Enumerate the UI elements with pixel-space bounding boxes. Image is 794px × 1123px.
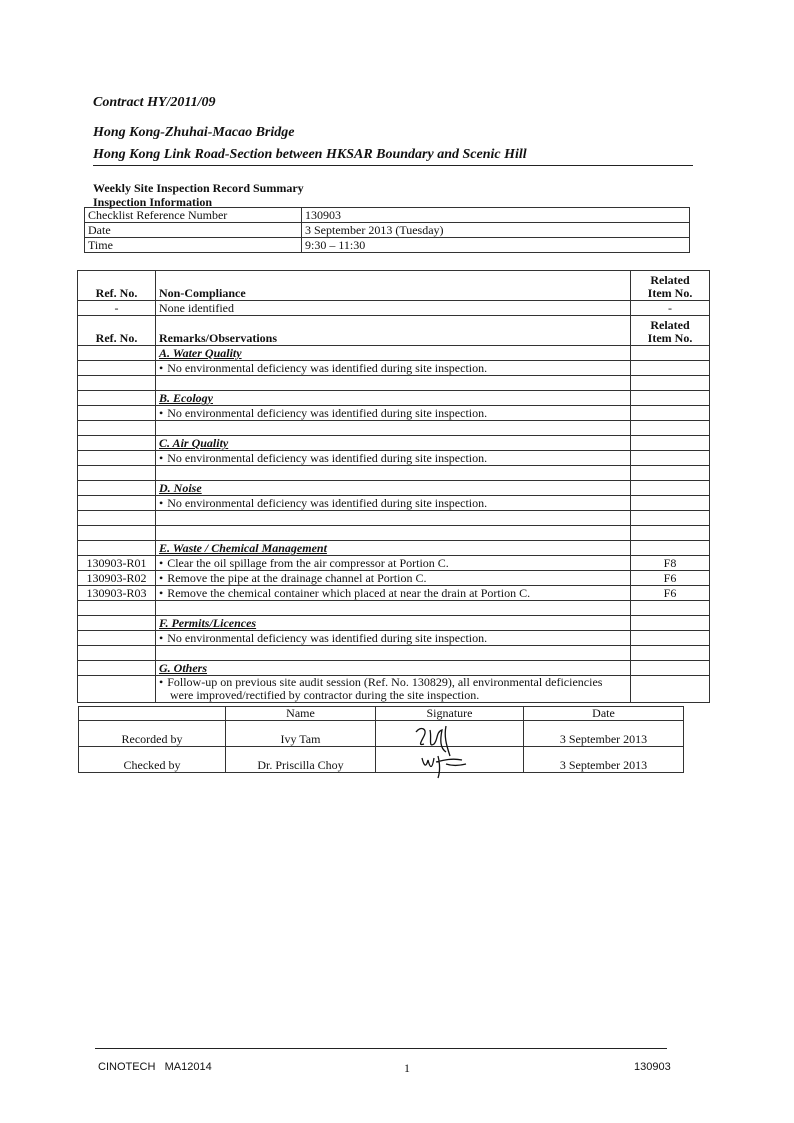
related-header-line2: Item No. <box>647 286 693 300</box>
signoff-date: 3 September 2013 <box>524 721 684 747</box>
remark-row <box>78 361 710 376</box>
related-header-line2: Item No. <box>647 331 693 345</box>
remarks-header-row <box>78 316 710 346</box>
related-header <box>631 271 710 301</box>
remark-text: • Clear the oil spillage from the air compressor at Portion C. <box>156 556 631 571</box>
info-row <box>85 238 690 253</box>
blank-row <box>78 376 710 391</box>
signoff-row <box>79 747 684 773</box>
summary-title: Weekly Site Inspection Record Summary <box>93 181 304 195</box>
remark-text: • Remove the chemical container which placed at near the drain at Portion C. <box>156 586 631 601</box>
remark-text: • No environmental deficiency was identified during site inspection. <box>156 451 631 466</box>
related-header-line1: Related <box>650 273 690 287</box>
category-row <box>78 346 710 361</box>
info-label: Time <box>85 238 302 253</box>
blank-row <box>78 421 710 436</box>
signature-checked-by <box>418 750 470 780</box>
noncompliance-row <box>78 301 710 316</box>
remark-text: • No environmental deficiency was identified during site inspection. <box>156 361 631 376</box>
category-row <box>78 541 710 556</box>
remark-related: F8 <box>631 556 710 571</box>
remark-text: • No environmental deficiency was identified during site inspection. <box>156 496 631 511</box>
inspection-info-table <box>84 207 690 253</box>
footer-right: 130903 <box>634 1061 671 1073</box>
category-water-quality: A. Water Quality <box>156 346 631 361</box>
ref-header: Ref. No. <box>78 271 156 301</box>
info-row <box>85 223 690 238</box>
blank-row <box>78 466 710 481</box>
info-title: Inspection Information <box>93 195 213 209</box>
category-permits: F. Permits/Licences <box>156 616 631 631</box>
info-value: 130903 <box>302 208 690 223</box>
blank-row <box>78 526 710 541</box>
footer-left: CINOTECH MA12014 <box>98 1061 212 1073</box>
remark-row <box>78 571 710 586</box>
category-ecology: B. Ecology <box>156 391 631 406</box>
remark-row <box>78 556 710 571</box>
related-header <box>631 316 710 346</box>
info-label: Date <box>85 223 302 238</box>
remark-text: • Remove the pipe at the drainage channel at Portion C. <box>156 571 631 586</box>
category-row <box>78 481 710 496</box>
remark-ref: 130903-R01 <box>78 556 156 571</box>
signoff-name: Ivy Tam <box>226 721 376 747</box>
remark-text: • No environmental deficiency was identified during site inspection. <box>156 406 631 421</box>
remark-related: F6 <box>631 586 710 601</box>
category-row <box>78 391 710 406</box>
category-noise: D. Noise <box>156 481 631 496</box>
remark-text-multiline <box>156 676 631 703</box>
category-others: G. Others <box>156 661 631 676</box>
signoff-role: Checked by <box>79 747 226 773</box>
category-row <box>78 616 710 631</box>
category-row <box>78 661 710 676</box>
signoff-header-row <box>79 707 684 721</box>
category-air-quality: C. Air Quality <box>156 436 631 451</box>
remark-row <box>78 676 710 703</box>
remark-row <box>78 496 710 511</box>
remark-related: F6 <box>631 571 710 586</box>
info-label: Checklist Reference Number <box>85 208 302 223</box>
signoff-table <box>78 706 684 773</box>
signoff-role: Recorded by <box>79 721 226 747</box>
date-header: Date <box>524 707 684 721</box>
footer-rule <box>95 1048 667 1049</box>
remark-text: • No environmental deficiency was identified during site inspection. <box>156 631 631 646</box>
signoff-date: 3 September 2013 <box>524 747 684 773</box>
page-number: 1 <box>404 1061 410 1075</box>
info-value: 3 September 2013 (Tuesday) <box>302 223 690 238</box>
noncompliance-header-row <box>78 271 710 301</box>
remark-ref: 130903-R03 <box>78 586 156 601</box>
project-title: Hong Kong-Zhuhai-Macao Bridge <box>93 125 295 140</box>
project-section: Hong Kong Link Road-Section between HKSAR Boundary and Scenic Hill <box>93 147 527 162</box>
signature-header: Signature <box>376 707 524 721</box>
remark-row <box>78 451 710 466</box>
blank-row <box>78 601 710 616</box>
header-rule <box>93 165 693 166</box>
signoff-name: Dr. Priscilla Choy <box>226 747 376 773</box>
blank-row <box>78 511 710 526</box>
remark-row <box>78 631 710 646</box>
ref-cell: - <box>78 301 156 316</box>
signoff-row <box>79 721 684 747</box>
blank-row <box>78 646 710 661</box>
findings-table <box>77 270 710 703</box>
info-value: 9:30 – 11:30 <box>302 238 690 253</box>
category-waste: E. Waste / Chemical Management <box>156 541 631 556</box>
category-row <box>78 436 710 451</box>
noncompliance-text: None identified <box>156 301 631 316</box>
noncompliance-header: Non-Compliance <box>156 271 631 301</box>
info-row <box>85 208 690 223</box>
related-cell: - <box>631 301 710 316</box>
remark-row <box>78 406 710 421</box>
remark-row <box>78 586 710 601</box>
remarks-header: Remarks/Observations <box>156 316 631 346</box>
remark-text-line2: were improved/rectified by contractor during the site inspection. <box>170 688 480 702</box>
contract-number: Contract HY/2011/09 <box>93 95 216 110</box>
name-header: Name <box>226 707 376 721</box>
remark-ref: 130903-R02 <box>78 571 156 586</box>
remark-text-line1: • Follow-up on previous site audit session (Ref. No. 130829), all environmental deficiencies <box>159 675 602 689</box>
related-header-line1: Related <box>650 318 690 332</box>
ref-header: Ref. No. <box>78 316 156 346</box>
